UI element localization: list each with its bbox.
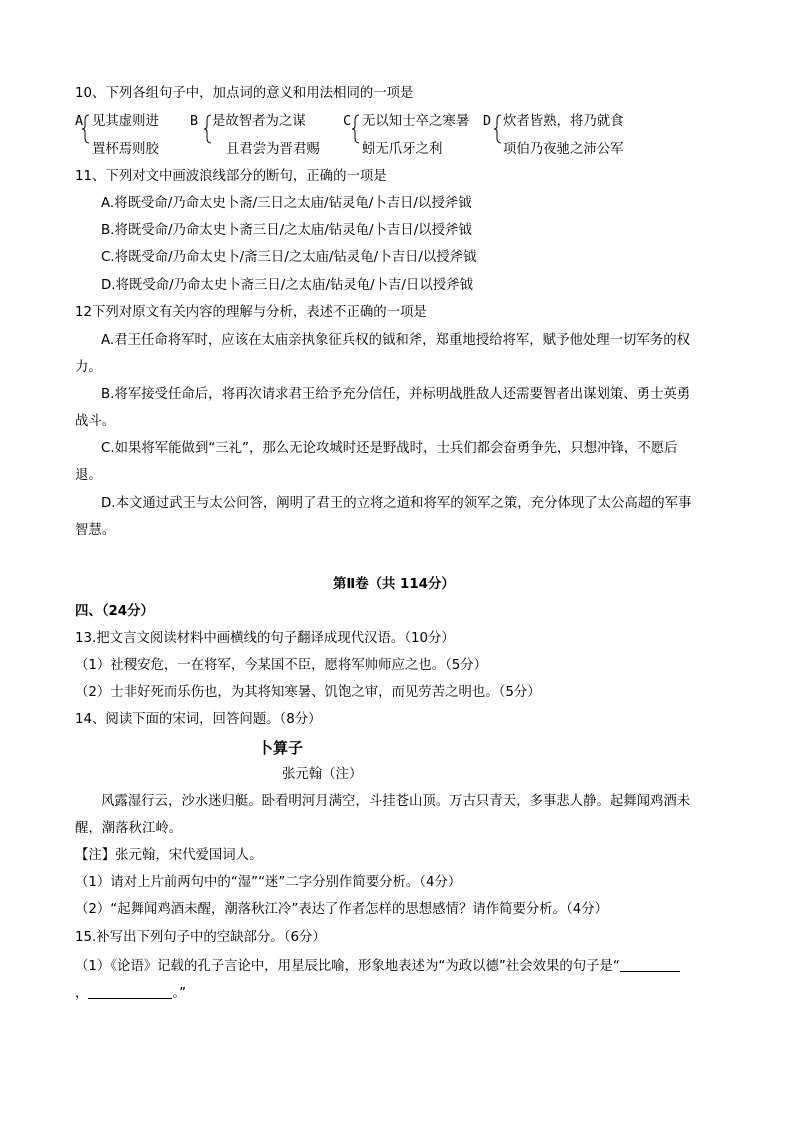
section-heading: 四、（24分） bbox=[75, 604, 154, 619]
poem-line-1: 风露湿行云，沙水迷归艇。卧看明河月满空，斗挂苍山顶。万古只青天，多事悲人静。起舞闻鸡酒未 bbox=[101, 794, 691, 809]
q13-sub-1: （1）社稷安危，一在将军，今某国不臣，愿将军帅师应之也。（5分） bbox=[75, 658, 488, 673]
part-title: 第Ⅱ卷（共 114分） bbox=[333, 577, 455, 592]
q12-option-b-cont: 战斗。 bbox=[75, 414, 116, 429]
q10-option-c-line2: 蚓无爪牙之利 bbox=[362, 142, 443, 157]
brace-icon bbox=[204, 114, 212, 144]
q10-option-b-letter: B bbox=[190, 114, 199, 129]
q15-sub-1-cont bbox=[75, 984, 186, 1003]
q10-option-c-letter: C bbox=[343, 114, 352, 129]
q10-option-a-line2: 置杯焉则胶 bbox=[92, 142, 159, 157]
q15-end: 。” bbox=[172, 986, 187, 1001]
poem-title: 卜算子 bbox=[258, 739, 304, 757]
brace-icon bbox=[352, 114, 360, 144]
q11-option-a: A.将既受命/乃命太史卜斋/三日之太庙/钻灵龟/卜吉日/以授斧钺 bbox=[101, 196, 472, 211]
q10-option-d-line2: 项伯乃夜驰之沛公军 bbox=[503, 142, 624, 157]
poem-author: 张元翰（注） bbox=[282, 767, 363, 782]
q13-stem: 13.把文言文阅读材料中画横线的句子翻译成现代汉语。（10分） bbox=[75, 631, 455, 646]
brace-icon bbox=[82, 114, 90, 144]
q12-option-a: A.君王任命将军时，应该在太庙亲执象征兵权的钺和斧，郑重地授给将军，赋予他处理一切军务的权 bbox=[101, 333, 690, 348]
q10-option-a-letter: A bbox=[75, 114, 84, 129]
q12-option-b: B.将军接受任命后，将再次请求君王给予充分信任，并标明战胜敌人还需要智者出谋划策、勇士英勇 bbox=[101, 387, 691, 402]
q12-option-c-cont: 退。 bbox=[75, 468, 102, 483]
q12-option-d: D.本文通过武王与太公问答，阐明了君王的立将之道和将军的领军之策，充分体现了太公高超的军事 bbox=[101, 496, 692, 511]
q15-comma: ， bbox=[75, 986, 89, 1001]
q14-stem: 14、阅读下面的宋词，回答问题。（8分） bbox=[75, 712, 322, 727]
q12-stem: 12下列对原文有关内容的理解与分析，表述不正确的一项是 bbox=[75, 305, 427, 320]
q14-sub-1: （1）请对上片前两句中的“湿”“迷”二字分别作简要分析。（4分） bbox=[75, 875, 462, 890]
q15-stem: 15.补写出下列句子中的空缺部分。（6分） bbox=[75, 930, 326, 945]
q11-option-d: D.将既受命/乃命太史卜斋三日/之太庙/钻灵龟/卜吉/日以授斧钺 bbox=[101, 278, 473, 293]
q14-sub-2: （2）“起舞闻鸡酒未醒，潮落秋江冷”表达了作者怎样的思想感情？请作简要分析。（4分） bbox=[75, 902, 609, 917]
q12-option-a-cont: 力。 bbox=[75, 360, 102, 375]
answer-blank-1[interactable] bbox=[620, 957, 680, 972]
q13-sub-2: （2）士非好死而乐伤也，为其将知寒暑、饥饱之审，而见劳苦之明也。（5分） bbox=[75, 685, 541, 700]
q11-option-c: C.将既受命/乃命太史卜/斋三日/之太庙/钻灵龟/卜吉日/以授斧钺 bbox=[101, 250, 477, 265]
answer-blank-2[interactable] bbox=[88, 984, 172, 999]
q10-option-a-line1: 见其虚则进 bbox=[92, 114, 159, 129]
q15-sub-1 bbox=[75, 957, 680, 976]
q10-option-b-line2: 且君尝为晋君赐 bbox=[226, 142, 320, 157]
q10-option-c-line1: 无以知士卒之寒暑 bbox=[362, 114, 470, 129]
q11-option-b: B.将既受命/乃命太史卜斋三日/之太庙/钻灵龟/卜吉日/以授斧钺 bbox=[101, 223, 472, 238]
poem-note: 【注】张元翰，宋代爱国词人。 bbox=[75, 848, 263, 863]
q15-sub-1-text: （1）《论语》记载的孔子言论中，用星辰比喻，形象地表述为“为政以德”社会效果的句子是“ bbox=[75, 959, 620, 974]
q12-option-d-cont: 智慧。 bbox=[75, 523, 116, 538]
q10-option-d-line1: 炊者皆熟，将乃就食 bbox=[503, 114, 624, 129]
poem-line-2: 醒，潮落秋江岭。 bbox=[75, 821, 183, 836]
q10-option-b-line1: 是故智者为之谋 bbox=[212, 114, 306, 129]
q10-stem: 10、下列各组句子中，加点词的意义和用法相同的一项是 bbox=[75, 86, 414, 101]
brace-icon bbox=[494, 114, 502, 144]
q11-stem: 11、下列对文中画波浪线部分的断句，正确的一项是 bbox=[75, 169, 387, 184]
q10-option-d-letter: D bbox=[483, 114, 492, 129]
q12-option-c: C.如果将军能做到“三礼”，那么无论攻城时还是野战时，士兵们都会奋勇争先，只想冲锋，不愿后 bbox=[101, 441, 678, 456]
